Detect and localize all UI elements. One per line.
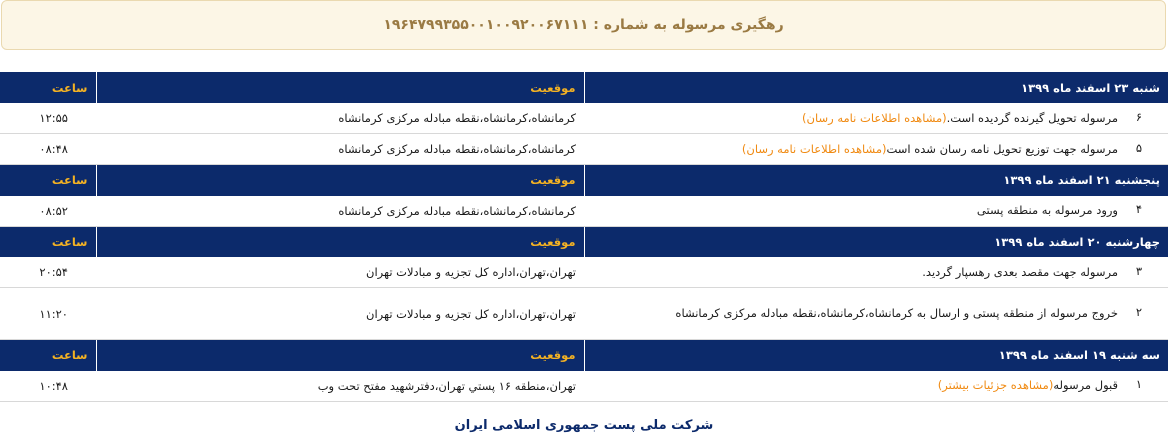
time-column-header: ساعت — [0, 72, 96, 103]
event-cell — [584, 196, 1168, 227]
time-column-header: ساعت — [0, 340, 96, 371]
details-link[interactable]: (مشاهده اطلاعات نامه رسان) — [741, 141, 887, 156]
event-location: کرمانشاه،کرمانشاه،نقطه مبادله مرکزی کرمانشاه — [96, 103, 584, 134]
event-time: ۱۱:۲۰ — [0, 288, 96, 340]
table-row — [0, 196, 1168, 227]
table-row — [0, 103, 1168, 134]
event-time: ۲۰:۵۴ — [0, 257, 96, 288]
event-cell — [584, 134, 1168, 165]
event-description: ورود مرسوله به منطقه پستی — [976, 203, 1118, 217]
table-row — [0, 371, 1168, 402]
event-number: ۳ — [1135, 263, 1143, 278]
date-header-row — [0, 226, 1168, 257]
event-number: ۶ — [1135, 109, 1143, 124]
date-heading: پنجشنبه ۲۱ اسفند ماه ۱۳۹۹ — [584, 165, 1168, 196]
event-number: ۱ — [1135, 377, 1143, 391]
date-heading: شنبه ۲۳ اسفند ماه ۱۳۹۹ — [584, 72, 1168, 103]
location-column-header: موقعیت — [96, 165, 584, 196]
event-cell — [584, 103, 1168, 134]
event-location: کرمانشاه،کرمانشاه،نقطه مبادله مرکزی کرمانشاه — [96, 134, 584, 165]
time-column-header: ساعت — [0, 165, 96, 196]
event-time: ۰۸:۴۸ — [0, 134, 96, 165]
event-description: خروج مرسوله از منطقه پستی و ارسال به کرمانشاه،کرمانشاه،نقطه مبادله مرکزی کرمانشاه — [675, 306, 1118, 320]
event-cell — [584, 257, 1168, 288]
location-column-header: موقعیت — [96, 72, 584, 103]
table-row — [0, 134, 1168, 165]
date-heading: چهارشنبه ۲۰ اسفند ماه ۱۳۹۹ — [584, 226, 1168, 257]
event-location: تهران،تهران،اداره کل تجزیه و مبادلات تهران — [96, 288, 584, 340]
tracking-banner — [1, 0, 1166, 50]
details-link[interactable]: (مشاهده اطلاعات نامه رسان) — [802, 110, 947, 125]
date-heading: سه شنبه ۱۹ اسفند ماه ۱۳۹۹ — [584, 340, 1168, 371]
event-description: مرسوله تحویل گیرنده گردیده است. — [946, 110, 1118, 125]
location-column-header: موقعیت — [96, 340, 584, 371]
footer-company-name: شرکت ملی پست جمهوری اسلامی ایران — [454, 418, 714, 433]
event-number: ۴ — [1135, 202, 1143, 216]
tracking-title: رهگیری مرسوله به شماره : ۱۹۶۴۷۹۹۳۵۵۰۰۱۰۰۹۲۰۰۶۷۱۱۱ — [383, 17, 784, 33]
date-header-row — [0, 340, 1168, 371]
event-time: ۱۲:۵۵ — [0, 103, 96, 134]
time-column-header: ساعت — [0, 226, 96, 257]
event-cell — [584, 288, 1168, 340]
event-location: تهران،منطقه ۱۶ پستي تهران،دفترشهید مفتح تحت وب — [96, 371, 584, 402]
event-description: قبول مرسوله — [1053, 378, 1118, 392]
tracking-table — [0, 72, 1168, 402]
location-column-header: موقعیت — [96, 226, 584, 257]
event-time: ۱۰:۴۸ — [0, 371, 96, 402]
date-header-row — [0, 72, 1168, 103]
event-cell — [584, 371, 1168, 402]
event-description: مرسوله جهت مقصد بعدی رهسپار گردید. — [922, 264, 1118, 279]
event-location: تهران،تهران،اداره کل تجزیه و مبادلات تهران — [96, 257, 584, 288]
details-link[interactable]: (مشاهده جزئیات بیشتر) — [937, 378, 1054, 392]
event-number: ۲ — [1135, 305, 1143, 319]
event-location: کرمانشاه،کرمانشاه،نقطه مبادله مرکزی کرمانشاه — [96, 196, 584, 227]
event-description: مرسوله جهت توزیع تحویل نامه رسان شده است — [886, 141, 1118, 156]
date-header-row — [0, 165, 1168, 196]
table-row — [0, 257, 1168, 288]
event-time: ۰۸:۵۲ — [0, 196, 96, 227]
event-number: ۵ — [1135, 140, 1143, 155]
table-row — [0, 288, 1168, 340]
